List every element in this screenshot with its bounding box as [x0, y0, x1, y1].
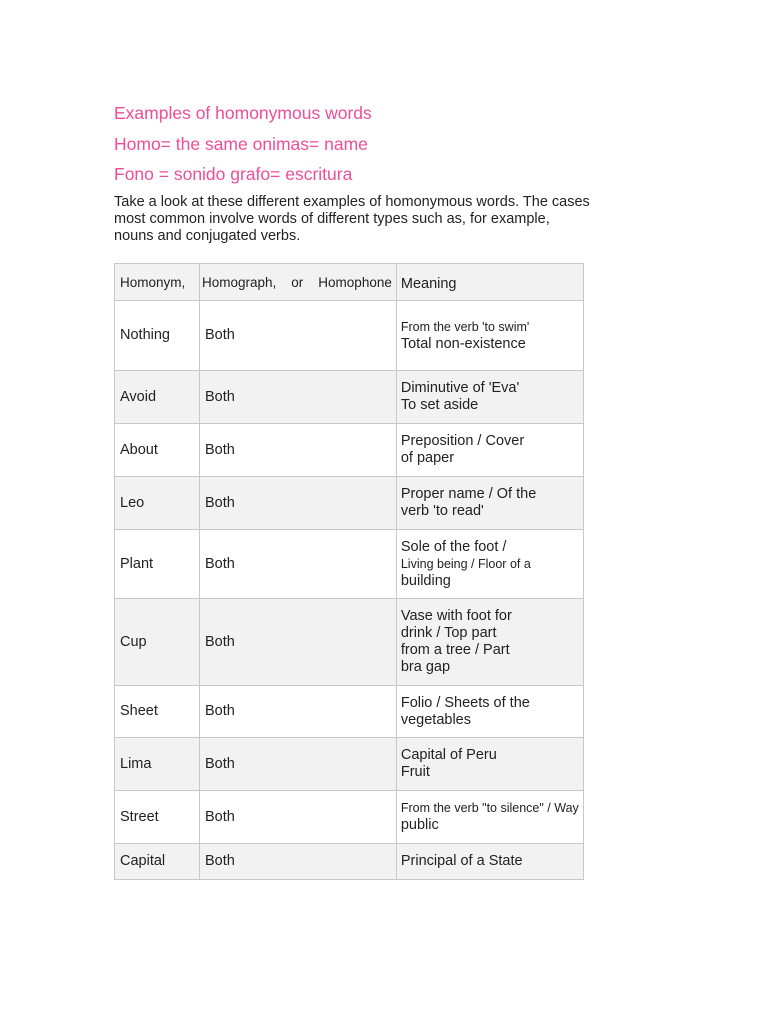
cell-word: Leo — [115, 477, 200, 530]
heading-title: Examples of homonymous words — [114, 103, 372, 123]
cell-meaning — [396, 371, 583, 424]
meaning-line: drink / Top part — [400, 625, 497, 641]
cell-type: Both — [200, 686, 397, 738]
cell-word: Nothing — [115, 301, 200, 371]
homonyms-table — [114, 263, 584, 880]
table-header-row — [115, 264, 584, 301]
meaning-line: of paper — [400, 450, 455, 466]
cell-meaning — [396, 791, 583, 844]
cell-type: Both — [200, 477, 397, 530]
table-row — [115, 477, 584, 530]
meaning-line: Diminutive of 'Eva' — [400, 380, 520, 396]
intro-line: most common involve words of different types such as, for example, — [114, 211, 550, 227]
cell-meaning — [396, 844, 583, 880]
meaning-line: from a tree / Part — [400, 642, 510, 658]
cell-type: Both — [200, 371, 397, 424]
header-meaning: Meaning — [396, 264, 583, 301]
cell-word: Plant — [115, 530, 200, 599]
table-row — [115, 530, 584, 599]
meaning-line: Fruit — [400, 764, 430, 780]
meaning-line: From the verb 'to swim' — [400, 319, 530, 334]
meaning-line: Principal of a State — [400, 853, 523, 869]
table-row — [115, 301, 584, 371]
meaning-line: building — [400, 572, 451, 589]
meaning-line: bra gap — [400, 659, 451, 675]
meaning-line: To set aside — [400, 397, 479, 413]
header-homonym: Homonym, — [115, 264, 200, 301]
cell-type: Both — [200, 738, 397, 791]
cell-meaning — [396, 424, 583, 477]
cell-word: Cup — [115, 599, 200, 686]
cell-meaning — [396, 301, 583, 371]
table-row — [115, 424, 584, 477]
heading-fono-definition: Fono = sonido grafo= escritura — [114, 164, 353, 184]
meaning-line: Preposition / Cover — [400, 433, 525, 449]
intro-line: Take a look at these different examples of homonymous words. The cases — [114, 194, 590, 210]
cell-meaning — [396, 738, 583, 791]
heading-homo-definition: Homo= the same onimas= name — [114, 134, 368, 154]
meaning-line: vegetables — [400, 711, 471, 728]
cell-word: Street — [115, 791, 200, 844]
cell-meaning — [396, 686, 583, 738]
table-row — [115, 738, 584, 791]
meaning-line: Capital of Peru — [400, 747, 497, 763]
cell-type: Both — [200, 424, 397, 477]
cell-meaning — [396, 599, 583, 686]
cell-type: Both — [200, 530, 397, 599]
cell-meaning — [396, 530, 583, 599]
meaning-line: verb 'to read' — [400, 503, 484, 519]
table-row — [115, 844, 584, 880]
meaning-line: Living being / Floor of a — [400, 556, 531, 571]
table-row — [115, 686, 584, 738]
meaning-line: Sole of the foot / — [400, 538, 507, 555]
header-type-label: Homograph, or Homophone — [202, 274, 392, 290]
cell-type: Both — [200, 599, 397, 686]
meaning-line: Proper name / Of the — [400, 486, 537, 502]
meaning-line: Total non-existence — [400, 335, 526, 352]
header-type — [200, 264, 397, 301]
cell-word: About — [115, 424, 200, 477]
cell-word: Capital — [115, 844, 200, 880]
intro-line: nouns and conjugated verbs. — [114, 228, 301, 244]
table-row — [115, 371, 584, 424]
cell-type: Both — [200, 844, 397, 880]
meaning-line: public — [400, 817, 439, 833]
cell-type: Both — [200, 301, 397, 371]
table-body — [115, 301, 584, 880]
table-row — [115, 791, 584, 844]
cell-word: Avoid — [115, 371, 200, 424]
intro-paragraph — [114, 194, 614, 245]
meaning-line: Folio / Sheets of the — [400, 694, 530, 711]
cell-meaning — [396, 477, 583, 530]
table-row — [115, 599, 584, 686]
cell-word: Lima — [115, 738, 200, 791]
cell-type: Both — [200, 791, 397, 844]
meaning-line: Vase with foot for — [400, 608, 512, 624]
meaning-line: From the verb "to silence" / Way — [400, 801, 579, 815]
cell-word: Sheet — [115, 686, 200, 738]
